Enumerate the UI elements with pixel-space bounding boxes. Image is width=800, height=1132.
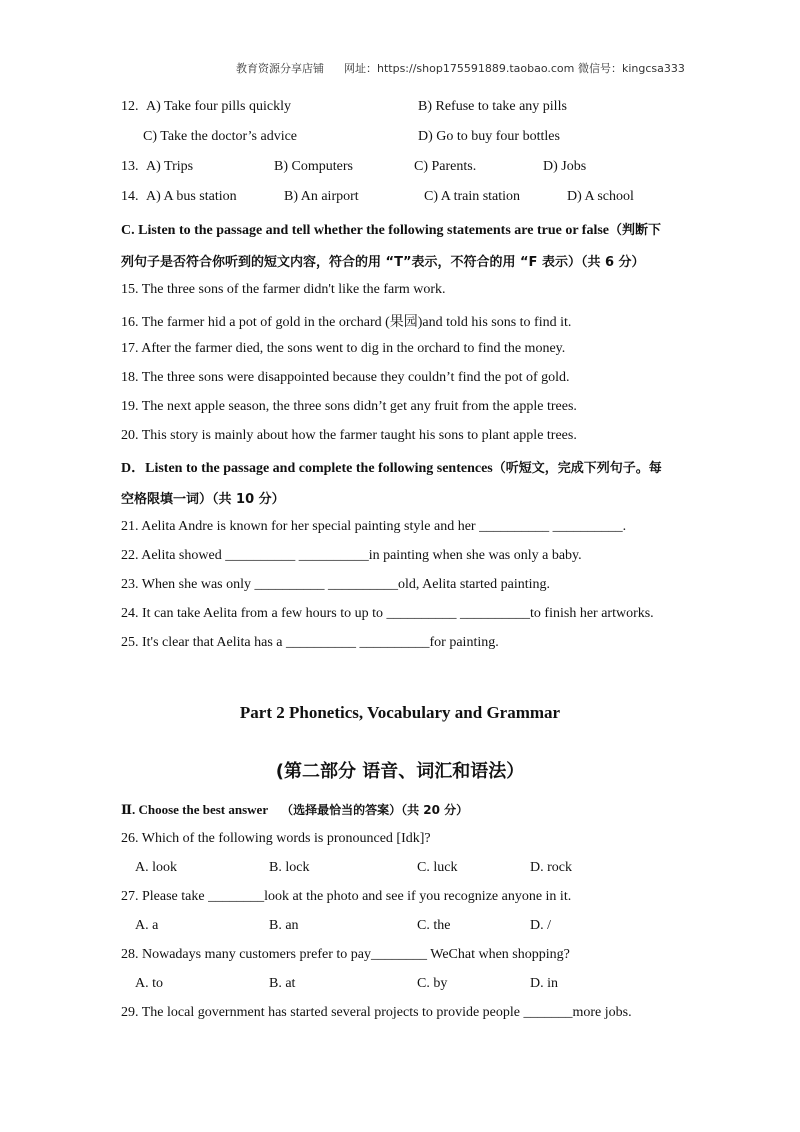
sentence-22: 22. Aelita showed __________ __________in painting when she was only a baby.	[121, 548, 582, 563]
q26-option-d: D. rock	[530, 860, 572, 875]
q26-stem: 26. Which of the following words is pronounced [Idk]?	[121, 831, 431, 846]
section-c-heading-cn: （判断下	[609, 223, 662, 238]
q13-option-c: C) Parents.	[414, 159, 477, 174]
section-ii-label: Ⅱ. Choose the best answer	[121, 802, 268, 817]
sentence-24: 24. It can take Aelita from a few hours to up to __________ __________to finish her artworks.	[121, 606, 654, 621]
q27-option-a: A. a	[135, 918, 159, 933]
statement-20: 20. This story is mainly about how the farmer taught his sons to plant apple trees.	[121, 428, 577, 443]
statement-19: 19. The next apple season, the three sons didn’t get any fruit from the apple trees.	[121, 399, 577, 414]
sentence-23: 23. When she was only __________ __________old, Aelita started painting.	[121, 577, 551, 592]
section-c-heading-line2: 列句子是否符合你听到的短文内容，符合的用 “T”表示，不符合的用 “F 表示）（共 6 分）	[121, 255, 645, 270]
q28-option-c: C. by	[417, 976, 448, 991]
q28-option-a: A. to	[135, 976, 163, 991]
q26-option-c: C. luck	[417, 860, 458, 875]
q27-option-c: C. the	[417, 918, 451, 933]
q13-option-b: B) Computers	[274, 159, 353, 174]
q12-option-d: D) Go to buy four bottles	[418, 129, 560, 144]
section-c-heading-en: C. Listen to the passage and tell whether the following statements are true or false	[121, 223, 610, 238]
section-ii-cn: （选择最恰当的答案）（共 20 分）	[281, 803, 469, 817]
q27-option-b: B. an	[269, 918, 299, 933]
statement-17: 17. After the farmer died, the sons went to dig in the orchard to find the money.	[121, 341, 566, 356]
q14-option-a: A) A bus station	[146, 189, 237, 204]
q28-stem: 28. Nowadays many customers prefer to pay________ WeChat when shopping?	[121, 947, 570, 962]
section-ii-heading	[121, 801, 468, 818]
q14-number: 14.	[121, 189, 139, 204]
q14-option-c: C) A train station	[424, 189, 521, 204]
q29-stem: 29. The local government has started several projects to provide people _______more jobs.	[121, 1005, 632, 1020]
q12-option-a: A) Take four pills quickly	[146, 99, 291, 114]
statement-18: 18. The three sons were disappointed because they couldn’t find the pot of gold.	[121, 370, 570, 385]
header-wechat: 微信号：kingcsa333	[578, 62, 685, 75]
section-d-heading-cn: （听短文，完成下列句子。每	[492, 461, 662, 476]
section-d-heading-en: D．Listen to the passage and complete the following sentences	[121, 461, 493, 476]
q14-option-b: B) An airport	[284, 189, 359, 204]
q26-option-a: A. look	[135, 860, 177, 875]
sentence-21: 21. Aelita Andre is known for her special painting style and her __________ __________.	[121, 519, 627, 534]
header-url: 网址：https://shop175591889.taobao.com	[344, 62, 575, 75]
part2-title: Part 2 Phonetics, Vocabulary and Grammar	[239, 703, 561, 722]
q14-option-d: D) A school	[567, 189, 634, 204]
statement-16: 16. The farmer hid a pot of gold in the orchard (果园)and told his sons to find it.	[121, 315, 572, 330]
q12-option-c: C) Take the doctor’s advice	[143, 129, 298, 144]
q12-number: 12.	[121, 99, 139, 114]
q13-option-a: A) Trips	[146, 159, 194, 174]
q13-option-d: D) Jobs	[543, 159, 587, 174]
q12-option-b: B) Refuse to take any pills	[418, 99, 567, 114]
section-d-heading-line2: 空格限填一词）（共 10 分）	[121, 492, 285, 507]
q28-option-b: B. at	[269, 976, 296, 991]
q27-option-d: D. /	[530, 918, 551, 933]
q28-option-d: D. in	[530, 976, 558, 991]
sentence-25: 25. It's clear that Aelita has a __________ __________for painting.	[121, 635, 499, 650]
header-shop: 教育资源分享店铺	[236, 62, 324, 75]
q27-stem: 27. Please take ________look at the photo and see if you recognize anyone in it.	[121, 889, 572, 904]
q26-option-b: B. lock	[269, 860, 310, 875]
q13-number: 13.	[121, 159, 139, 174]
section-c-heading	[121, 219, 661, 239]
section-d-heading	[121, 457, 662, 477]
part2-title-cn: (第二部分 语音、词汇和语法）	[275, 761, 525, 782]
statement-15: 15. The three sons of the farmer didn't like the farm work.	[121, 282, 446, 297]
